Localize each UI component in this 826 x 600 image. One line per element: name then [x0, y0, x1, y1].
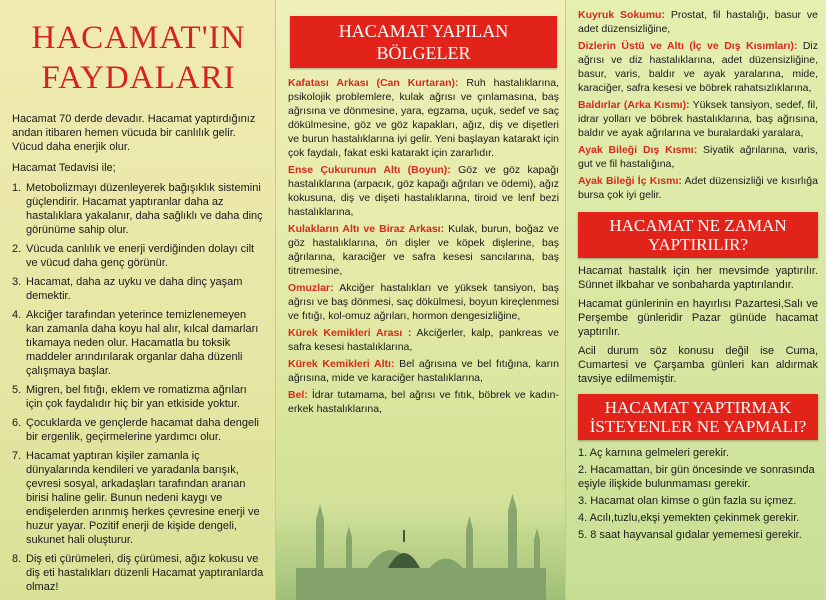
region-text: Siyatik ağrılarına, varis, gut ve fil hastalığına,: [578, 144, 818, 170]
list-item: [12, 242, 265, 270]
region-label: Dizlerin Üstü ve Altı (İç ve Dış Kısımları):: [578, 40, 798, 52]
list-item: 3. Hacamat olan kimse o gün fazla su içmez.: [578, 495, 797, 507]
region-label: Bel:: [288, 389, 308, 401]
list-item: [12, 416, 265, 444]
region-text: Ruh hastalıklarına, psikolojik problemlere, kulak ağrısı ve çınlamasına, baş ağrısına ve dönmesine, yara, egzama, uçuk, sedef ve saç dökülmesine, göz ve göz kapakları, ağız, diş ve dişetleri ve burun hastalıklarına iyi gelir. Yeni başlayan katarakt için çok faydalı, fakat eski katarakt için zararlıdır.: [288, 77, 559, 159]
regions-panel: [275, 0, 565, 600]
region-entry: [288, 357, 559, 385]
instructions-list: [578, 446, 818, 542]
item-text: Migren, bel fıtığı, eklem ve romatizma ağrıları için çok faydalıdır hiç bir yan etkiside yoktur.: [26, 384, 247, 410]
item-number: 3.: [12, 276, 22, 288]
region-label: Baldırlar (Arka Kısmı):: [578, 99, 690, 111]
region-text: Prostat, fil hastalığı, basur ve adet düzensizliğine,: [578, 9, 818, 35]
item-number: 7.: [12, 450, 22, 462]
intro-paragraph: Hacamat 70 derde devadır. Hacamat yaptırdığınız andan itibaren hemen vücuda bir canlılık gelir. Vücud daha enerjik olur.: [12, 113, 256, 153]
item-text: Akciğer tarafından yeterince temizlenemeyen kan zamanla daha koyu hal alır, kılcal damarları tıkamaya neden olur. Hacamatla bu toksik maddeler arındırılarak organlar daha düzenli çalışmaya başlar.: [26, 309, 259, 377]
region-label: Kuyruk Sokumu:: [578, 9, 665, 21]
region-label: Kulakların Altı ve Biraz Arkası:: [288, 223, 445, 235]
list-item: [12, 275, 265, 303]
region-entry: [288, 76, 559, 160]
when-paragraph: Acil durum söz konusu değil ise Cuma, Cumartesi ve Çarşamba günleri kan aldırmak tavsiye edilmemiştir.: [578, 345, 818, 385]
when-paragraph: Hacamat hastalık için her mevsimde yaptırılır. Sünnet ilkbahar ve sonbaharda yaptırılandır.: [578, 265, 818, 291]
region-label: Omuzlar:: [288, 282, 334, 294]
list-item: [12, 552, 265, 594]
region-text: Yüksek tansiyon, sedef, fil, idrar yolları ve böbrek hastalıklarına, baş ağrısına, baldır ve ayak ağrılarına ve buralardaki yaralara,: [578, 99, 818, 139]
item-number: 6.: [12, 417, 22, 429]
banner-line-2: YAPTIRILIR?: [647, 235, 749, 254]
item-text: Hacamat, daha az uyku ve daha dinç yaşam demektir.: [26, 276, 243, 302]
benefits-list: [12, 181, 265, 594]
item-number: 2.: [12, 243, 22, 255]
region-entry: [288, 163, 559, 219]
item-number: 1.: [12, 182, 22, 194]
item-text: Çocuklarda ve gençlerde hacamat daha dengeli bir ergenlik, geçirmelerine yardımcı olur.: [26, 417, 259, 443]
banner-line-2: İSTEYENLER NE YAPMALI?: [589, 417, 807, 436]
region-entry: [578, 174, 818, 202]
list-item: 1. Aç karnına gelmeleri gerekir.: [578, 447, 730, 459]
region-text: İdrar tutamama, bel ağrısı ve fıtık, böbrek ve kadın-erkek hastalıklarına,: [288, 389, 559, 415]
region-label: Ense Çukurunun Altı (Boyun):: [288, 164, 451, 176]
item-text: Diş eti çürümeleri, diş çürümesi, ağız kokusu ve diş eti hastalıkları düzenli Hacamat yaptıranlarda olmaz!: [26, 553, 264, 593]
list-item: [12, 383, 265, 411]
title-line-2: FAYDALARI: [41, 60, 236, 96]
region-entry: [288, 222, 559, 278]
list-item: [12, 308, 265, 378]
region-label: Kürek Kemikleri Arası :: [288, 327, 412, 339]
region-entry: [578, 98, 818, 140]
item-text: Vücuda canlılık ve enerji verdiğinden dolayı cilt ve vücud daha genç görünür.: [26, 243, 255, 269]
benefits-panel: [0, 0, 275, 600]
region-label: Ayak Bileği İç Kısmı:: [578, 175, 682, 187]
list-item: 2. Hacamattan, bir gün öncesinde ve sonrasında eşiyle ilişkide bulunmaması gerekir.: [578, 464, 815, 490]
item-number: 4.: [12, 309, 22, 321]
benefits-title: [12, 18, 265, 98]
when-paragraph: Hacamat günlerinin en hayırlısı Pazartesi,Salı ve Perşembe günleridir Pazar günüde hacamat yaptırılır.: [578, 298, 818, 338]
region-label: Kürek Kemikleri Altı:: [288, 358, 395, 370]
item-text: Hacamat yaptıran kişiler zamanla iç dünyalarında kendileri ve yaradanla barışık, çevresi sosyal, arkadaşları tarafından aranan birisi haline gelir. Bunun nedeni kaygı ve endişelerden arınmış herkes çevresine enerji ve huzur yayar. Pozitif enerji de kişide dengeli, sukunet hali oluşturur.: [26, 450, 260, 546]
region-text: Bel ağrısına ve bel fıtığına, karın ağrısına, mide ve karaciğer hastalıklarına,: [288, 358, 559, 384]
item-number: 8.: [12, 553, 22, 565]
region-label: Kafatası Arkası (Can Kurtaran):: [288, 77, 459, 89]
banner-line-2: BÖLGELER: [376, 43, 471, 63]
region-text: Göz ve göz kapağı hastalıklarına (arpacık, göz kapağı ağrıları ve ödemi), ağız kokusuna, diş ve dişeti hastalıklarına, tiroid ve lenf bezi hastalıklarına,: [288, 164, 559, 218]
title-line-1: HACAMAT'IN: [31, 20, 246, 56]
subhead: Hacamat Tedavisi ile;: [12, 162, 116, 174]
item-text: Metobolizmayı düzenleyerek bağışıklık sistemini güçlendirir. Hacamat yaptıranlar daha az hastalıklara yakalanır, daha sağlıklı ve daha dinç görünüme sahip olur.: [26, 182, 263, 236]
mosque-image: [276, 490, 565, 600]
regions-banner: [290, 16, 557, 68]
region-entry: [578, 143, 818, 171]
region-text: Akciğer hastalıkları ve yüksek tansiyon, baş ağrısı ve baş dönmesi, saç dökülmesi, boyun kireçlenmesi ve fıtığı, kol-omuz ağrıları, hormon dengesizliğine,: [288, 282, 559, 322]
region-entry: [288, 281, 559, 323]
region-entry: [578, 8, 818, 36]
list-item: [12, 181, 265, 237]
region-entry: [288, 388, 559, 416]
list-item: 5. 8 saat hayvansal gıdalar yememesi gerekir.: [578, 529, 802, 541]
banner-line-1: HACAMAT NE ZAMAN: [609, 216, 787, 235]
banner-line-1: HACAMAT YAPTIRMAK: [604, 398, 792, 417]
region-text: Akciğerler, kalp, pankreas ve safra kesesi hastalıklarına,: [288, 327, 559, 353]
region-entry: [578, 39, 818, 95]
list-item: 4. Acılı,tuzlu,ekşi yemekten çekinmek gerekir.: [578, 512, 800, 524]
when-banner: [578, 212, 818, 258]
banner-line-1: HACAMAT YAPILAN: [338, 21, 509, 41]
region-text: Kulak, burun, boğaz ve göz hastalıklarına, ön dişler ve köpek dişlerine, baş ağrılarına, karaciğer ve safra kesesi sancılarına, baş titremesine,: [288, 223, 560, 277]
what-banner: [578, 394, 818, 440]
region-label: Ayak Bileği Dış Kısmı:: [578, 144, 698, 156]
item-number: 5.: [12, 384, 22, 396]
region-entry: [288, 326, 559, 354]
list-item: [12, 449, 265, 547]
info-panel: [565, 0, 826, 600]
region-text: Adet düzensizliği ve kısırlığa bursa çok iyi gelir.: [578, 175, 818, 201]
region-text: Diz ağrısı ve diz hastalıklarına, adet düzensizliğine, basur, varis, baldır ve ayak yaralarına, mide, karaciğer, safra kesesi ve böbrek rahatsızlıklarına,: [578, 40, 818, 94]
